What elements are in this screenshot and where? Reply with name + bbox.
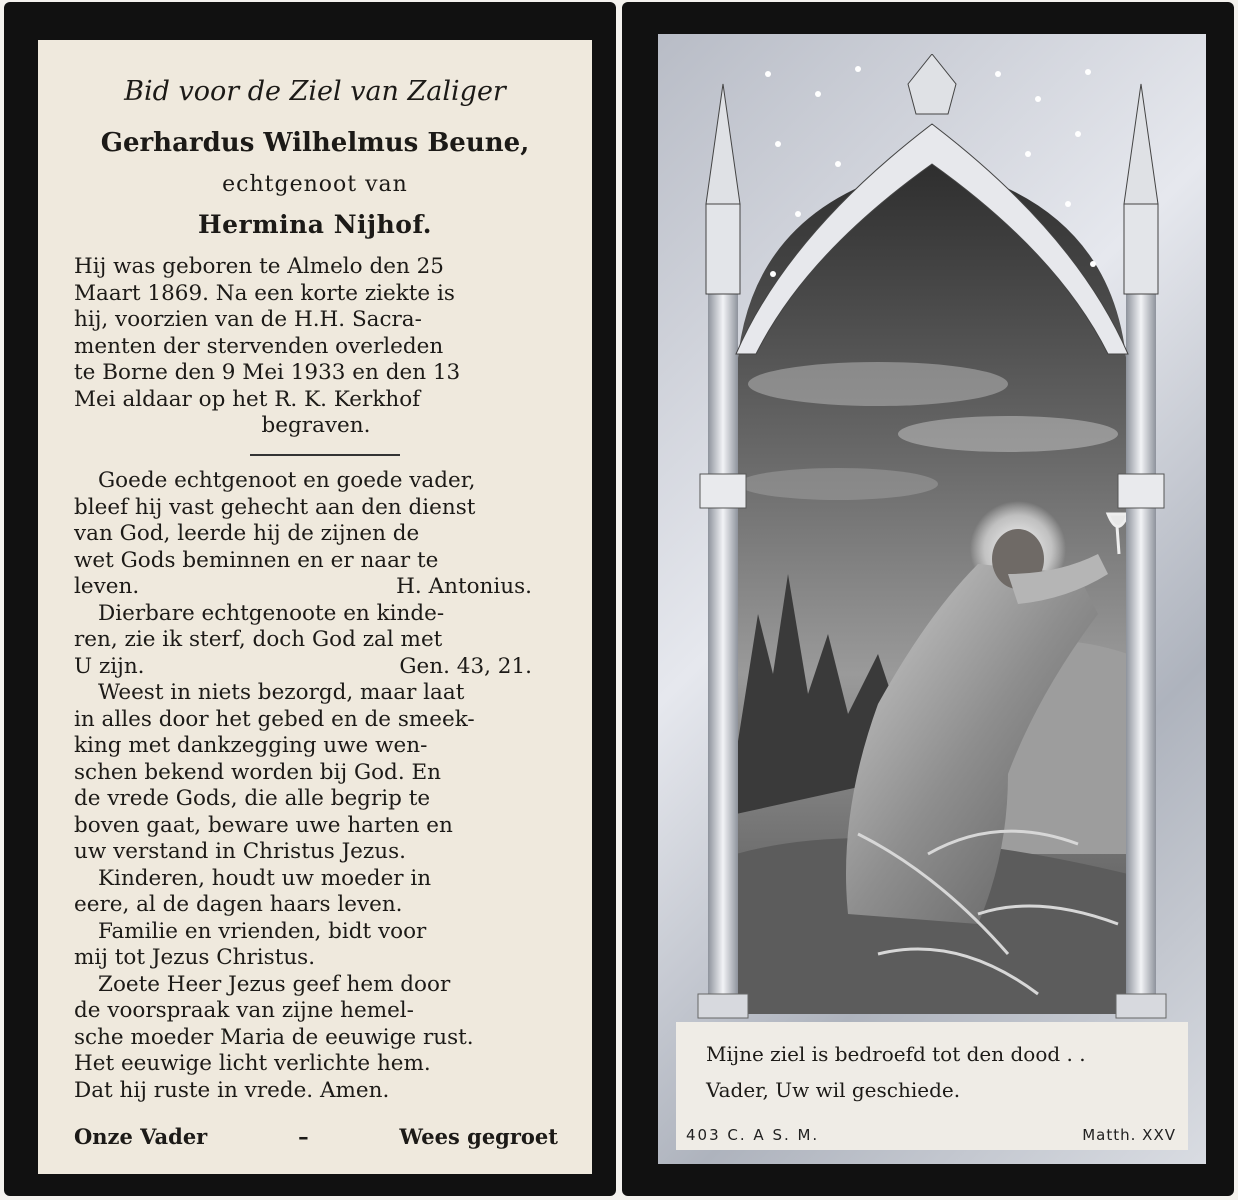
- memorial-text-panel: [38, 40, 592, 1174]
- prayer-heading: Bid voor de Ziel van Zaliger: [124, 76, 506, 107]
- caption-line-1: Mijne ziel is bedroefd tot den dood . .: [706, 1042, 1086, 1066]
- verse-line: Het eeuwige licht verlichte hem.: [74, 1051, 431, 1076]
- verse-line: in alles door het gebed en de smeek-: [74, 706, 475, 732]
- bio-line: Hij was geboren te Almelo den 25: [74, 254, 444, 279]
- bio-line: begraven.: [261, 413, 371, 438]
- right-capital: [1118, 474, 1164, 508]
- verse-line: ren, zie ik sterf, doch God zal met: [74, 627, 443, 652]
- deceased-name: Gerhardus Wilhelmus Beune,: [100, 128, 530, 158]
- biography: [74, 254, 558, 440]
- left-capital: [700, 474, 746, 508]
- verse-line: Dierbare echtgenoote en kinde-: [98, 600, 445, 626]
- gethsemane-illustration: [678, 54, 1186, 1024]
- verse-line: Dat hij ruste in vrede. Amen.: [74, 1077, 390, 1103]
- spouse-of-label: echtgenoot van: [222, 172, 408, 197]
- left-spire: [706, 84, 740, 204]
- finial: [908, 54, 956, 114]
- prayer-footer: [74, 1124, 558, 1149]
- print-code: 403 C. A S. M.: [686, 1126, 820, 1144]
- footer-dash: –: [298, 1124, 309, 1149]
- spouse-name: Hermina Nijhof.: [197, 210, 433, 239]
- verse-line: Zoete Heer Jezus geef hem door: [98, 971, 451, 997]
- cloud: [748, 362, 1008, 406]
- devotional-image-panel: [658, 34, 1206, 1164]
- caption-line-2: Vader, Uw wil geschiede.: [706, 1078, 961, 1102]
- verse-source: H. Antonius.: [396, 574, 532, 599]
- verse-line: U zijn.: [74, 653, 145, 679]
- verse-line: de voorspraak van zijne hemel-: [74, 998, 414, 1023]
- left-tower: [706, 204, 740, 294]
- bio-line: hij, voorzien van de H.H. Sacra-: [74, 307, 422, 332]
- bio-line: Mei aldaar op het R. K. Kerkhof: [74, 386, 421, 412]
- verse-line: sche moeder Maria de eeuwige rust.: [74, 1024, 474, 1050]
- verse-line: Kinderen, houdt uw moeder in: [98, 865, 432, 891]
- verse-line: leven.: [74, 574, 140, 599]
- right-tower: [1124, 204, 1158, 294]
- bio-line: menten der stervenden overleden: [74, 333, 444, 359]
- verse-line: Weest in niets bezorgd, maar laat: [98, 680, 465, 705]
- right-spire: [1124, 84, 1158, 204]
- verses: [74, 468, 558, 1104]
- scripture-reference: Matth. XXV: [1082, 1126, 1176, 1144]
- footer-our-father: Onze Vader: [74, 1124, 208, 1149]
- footer-hail-mary: Wees gegroet: [399, 1124, 558, 1149]
- verse-line: Goede echtgenoot en goede vader,: [98, 468, 476, 493]
- verse-source: Gen. 43, 21.: [399, 653, 532, 679]
- verse-line: king met dankzegging uwe wen-: [74, 733, 428, 758]
- left-card: [4, 2, 616, 1196]
- right-pillar: [1126, 294, 1156, 1014]
- verse-line: mij tot Jezus Christus.: [74, 945, 316, 970]
- bio-line: te Borne den 9 Mei 1933 en den 13: [74, 360, 461, 385]
- verse-line: Familie en vrienden, bidt voor: [98, 918, 427, 944]
- verse-line: schen bekend worden bij God. En: [74, 759, 442, 785]
- cloud: [898, 416, 1118, 452]
- right-card: [622, 2, 1234, 1196]
- verse-line: wet Gods beminnen en er naar te: [74, 547, 439, 573]
- right-pillar-base: [1116, 994, 1166, 1018]
- verse-line: de vrede Gods, die alle begrip te: [74, 786, 431, 811]
- left-pillar: [708, 294, 738, 1014]
- caption-box: [676, 1022, 1188, 1150]
- verse-line: van God, leerde hij de zijnen de: [74, 521, 420, 546]
- verse-line: boven gaat, beware uwe harten en: [74, 812, 453, 838]
- left-pillar-base: [698, 994, 748, 1018]
- bio-line: Maart 1869. Na een korte ziekte is: [74, 280, 455, 306]
- verse-line: uw verstand in Christus Jezus.: [74, 839, 406, 864]
- divider: [250, 454, 400, 456]
- cloud: [738, 468, 938, 500]
- verse-line: eere, al de dagen haars leven.: [74, 892, 403, 917]
- verse-line: bleef hij vast gehecht aan den dienst: [74, 494, 476, 520]
